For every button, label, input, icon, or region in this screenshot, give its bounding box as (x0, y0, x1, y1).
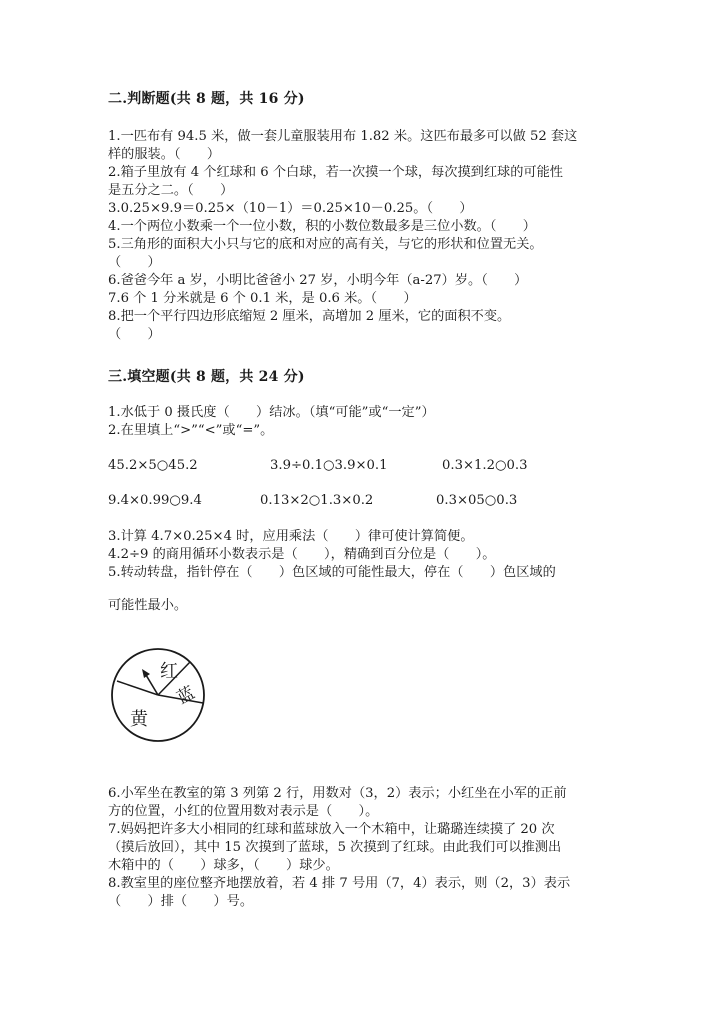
section-title-judgement: 二.判断题(共 8 题，共 16 分) (108, 91, 305, 107)
fill-question-8-continued: （ ）排（ ）号。 (108, 894, 254, 909)
wheel-label-blue: 蓝 (173, 683, 199, 709)
wheel-label-red: 红 (160, 661, 178, 682)
judgement-line: 1.一匹布有 94.5 米，做一套儿童服装用布 1.82 米。这匹布最多可以做 52 套这 (108, 129, 578, 144)
compare-item: 3.9÷0.1○3.9×0.1 (270, 458, 388, 473)
fill-question-6-continued: 方的位置，小红的位置用数对表示是（ ）。 (108, 804, 379, 819)
judgement-line: 是五分之二。（ ） (108, 183, 234, 198)
judgement-line: 3.0.25×9.9＝0.25×（10－1）＝0.25×10－0.25。（ ） (108, 201, 473, 216)
fill-question-7-continued: （摸后放回），其中 15 次摸到了蓝球，5 次摸到了红球。由此我们可以推测出 (108, 840, 562, 855)
judgement-line: 6.爸爸今年 a 岁，小明比爸爸小 27 岁，小明今年（a-27）岁。（ ） (108, 273, 528, 288)
wheel-label-yellow: 黄 (130, 709, 148, 730)
compare-item: 0.3×05○0.3 (436, 493, 518, 508)
fill-question-1: 1.水低于 0 摄氏度（ ）结冰。（填“可能”或“一定”） (108, 405, 435, 420)
wheel-divider-line (117, 681, 158, 695)
judgement-line: 2.箱子里放有 4 个红球和 6 个白球，若一次摸一个球，每次摸到红球的可能性 (108, 165, 563, 180)
judgement-line: 5.三角形的面积大小只与它的底和对应的高有关，与它的形状和位置无关。 (108, 237, 543, 252)
fill-question-8: 8.教室里的座位整齐地摆放着，若 4 排 7 号用（7，4）表示，则（2，3）表示 (108, 876, 571, 891)
compare-item: 0.3×1.2○0.3 (442, 458, 528, 473)
spinner-wheel-figure (108, 645, 208, 745)
section-title-fill-blank: 三.填空题(共 8 题，共 24 分) (108, 369, 305, 385)
compare-item: 45.2×5○45.2 (108, 458, 198, 473)
fill-question-6: 6.小军坐在教室的第 3 列第 2 行，用数对（3，2）表示；小红坐在小军的正前 (108, 786, 567, 801)
fill-question-5: 5.转动转盘，指针停在（ ）色区域的可能性最大，停在（ ）色区域的 (108, 565, 556, 580)
compare-row-2 (108, 493, 628, 511)
compare-item: 9.4×0.99○9.4 (108, 493, 202, 508)
judgement-line: （ ） (108, 255, 161, 270)
fill-question-5-continued: 可能性最小。 (108, 598, 188, 613)
judgement-line: 7.6 个 1 分米就是 6 个 0.1 米，是 0.6 米。（ ） (108, 291, 417, 306)
fill-question-4: 4.2÷9 的商用循环小数表示是（ ），精确到百分位是（ ）。 (108, 547, 496, 562)
fill-question-7-continued: 木箱中的（ ）球多，（ ）球少。 (108, 858, 339, 873)
fill-question-7: 7.妈妈把许多大小相同的红球和蓝球放入一个木箱中，让璐璐连续摸了 20 次 (108, 822, 555, 837)
judgement-line: 样的服装。（ ） (108, 147, 221, 162)
pointer-arrow-icon (142, 669, 150, 678)
judgement-line: （ ） (108, 327, 161, 342)
judgement-line: 4.一个两位小数乘一个一位小数，积的小数位数最多是三位小数。（ ） (108, 219, 536, 234)
compare-row-1 (108, 458, 628, 476)
compare-item: 0.13×2○1.3×0.2 (260, 493, 374, 508)
fill-question-3: 3.计算 4.7×0.25×4 时，应用乘法（ ）律可使计算简便。 (108, 529, 474, 544)
fill-question-2: 2.在里填上“>”“<”或“=”。 (108, 423, 274, 438)
judgement-line: 8.把一个平行四边形底缩短 2 厘米，高增加 2 厘米，它的面积不变。 (108, 309, 511, 324)
